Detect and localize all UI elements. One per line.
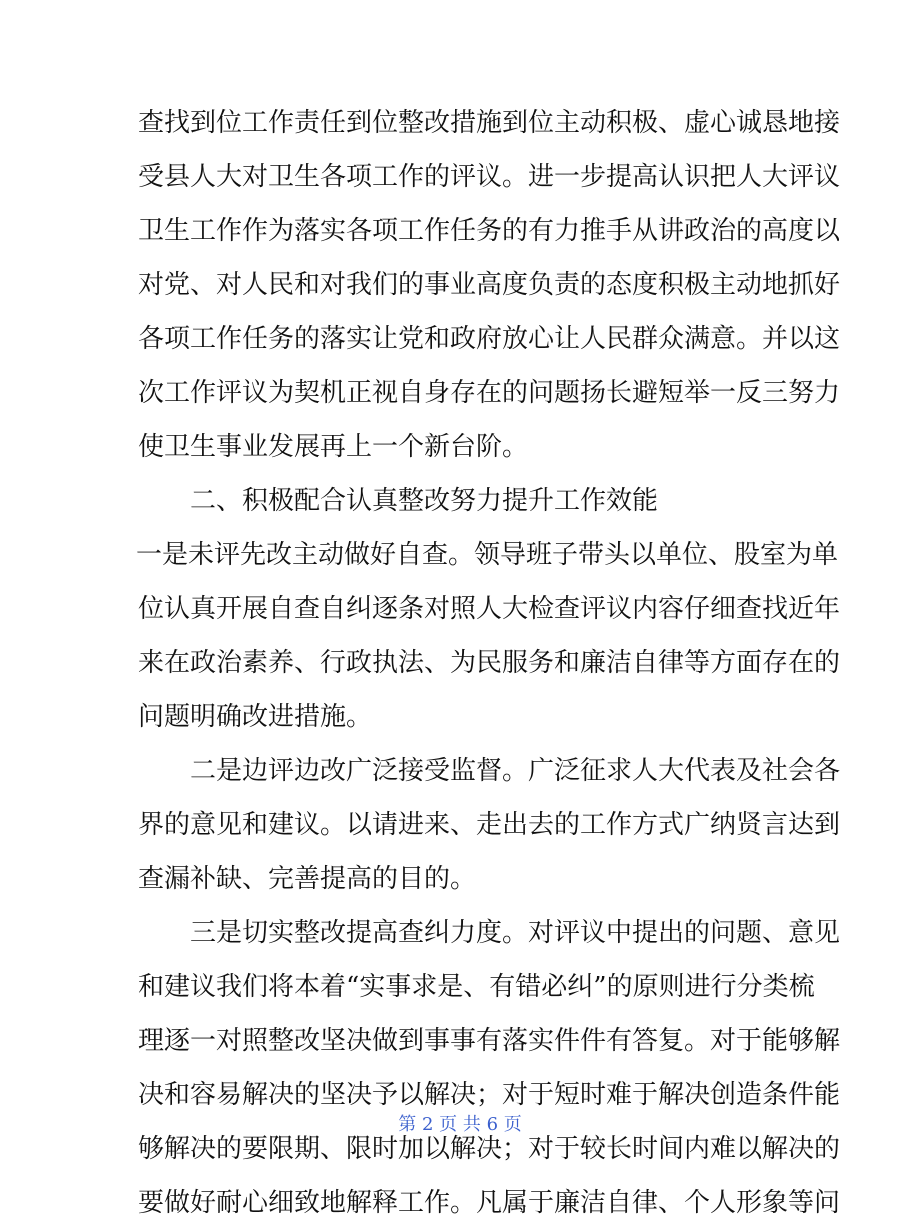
text-line: 查漏补缺、完善提高的目的。 xyxy=(138,864,477,894)
text-line: 和建议我们将本着“实事求是、有错必纠”的原则进行分类梳 xyxy=(138,972,815,1002)
text-line: 卫生工作作为落实各项工作任务的有力推手从讲政治的高度以 xyxy=(138,216,841,246)
document-body xyxy=(136,96,841,1230)
text-line: 够解决的要限期、限时加以解决；对于较长时间内难以解决的 xyxy=(138,1134,841,1164)
text-line: 各项工作任务的落实让党和政府放心让人民群众满意。并以这 xyxy=(138,324,841,354)
text-line: 问题明确改进措施。 xyxy=(138,702,373,732)
page-number-footer: 第 2 页 共 6 页 xyxy=(398,1114,522,1135)
text-line: 次工作评议为契机正视自身存在的问题扬长避短举一反三努力 xyxy=(138,378,841,408)
text-line: 理逐一对照整改坚决做到事事有落实件件有答复。对于能够解 xyxy=(138,1026,841,1056)
text-line: 决和容易解决的坚决予以解决；对于短时难于解决创造条件能 xyxy=(138,1080,841,1110)
text-line: 二是边评边改广泛接受监督。广泛征求人大代表及社会各 xyxy=(190,756,841,786)
text-line: 查找到位工作责任到位整改措施到位主动积极、虚心诚恳地接 xyxy=(138,108,841,138)
text-line: 要做好耐心细致地解释工作。凡属于廉洁自律、个人形象等问 xyxy=(138,1188,841,1218)
text-line: 来在政治素养、行政执法、为民服务和廉洁自律等方面存在的 xyxy=(138,648,841,678)
text-line: 对党、对人民和对我们的事业高度负责的态度积极主动地抓好 xyxy=(138,270,841,300)
text-line: 一是未评先改主动做好自查。领导班子带头以单位、股室为单 xyxy=(136,540,839,570)
text-line: 三是切实整改提高查纠力度。对评议中提出的问题、意见 xyxy=(190,918,841,948)
text-line: 界的意见和建议。以请进来、走出去的工作方式广纳贤言达到 xyxy=(138,810,841,840)
text-line: 使卫生事业发展再上一个新台阶。 xyxy=(138,432,529,462)
section-heading: 二、积极配合认真整改努力提升工作效能 xyxy=(190,486,659,516)
text-line: 受县人大对卫生各项工作的评议。进一步提高认识把人大评议 xyxy=(138,162,841,192)
text-line: 位认真开展自查自纠逐条对照人大检查评议内容仔细查找近年 xyxy=(138,594,841,624)
